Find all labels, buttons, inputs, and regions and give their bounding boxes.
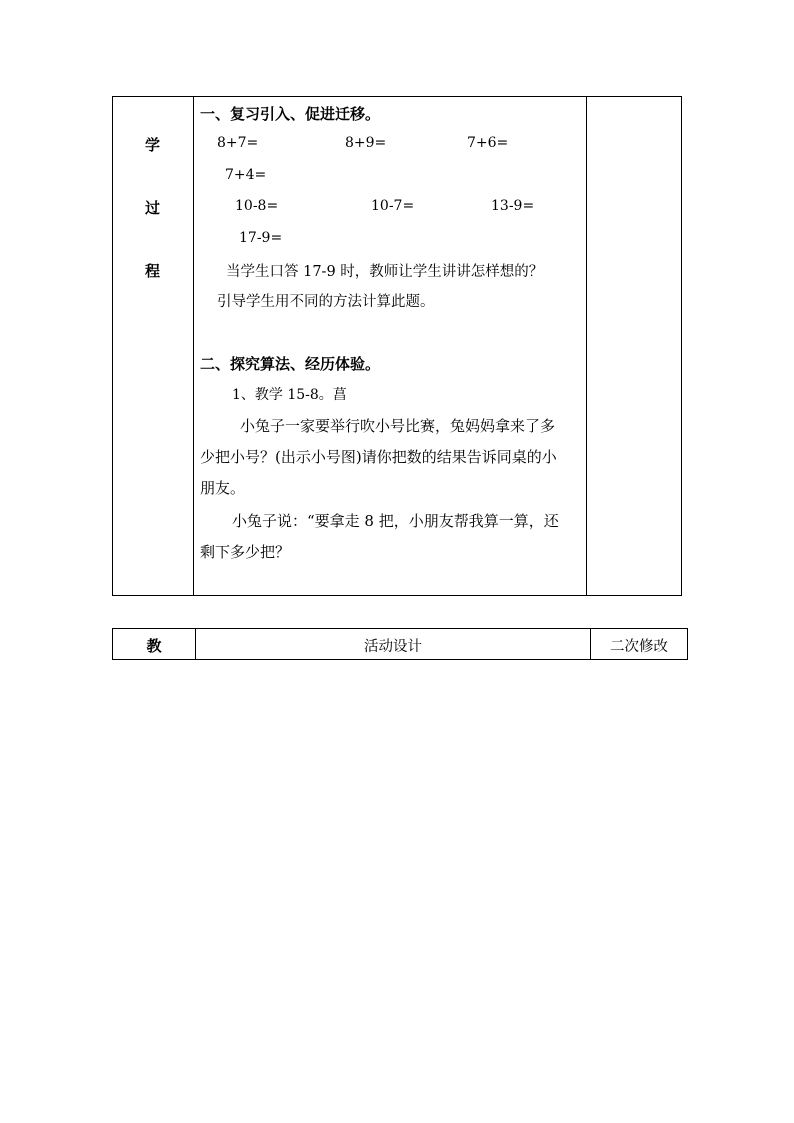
table1-bottom-border <box>112 595 682 596</box>
list-item: 1、教学 15-8。菖 <box>232 387 347 403</box>
paragraph: 引导学生用不同的方法计算此题。 <box>217 294 435 310</box>
section2-heading: 二、探究算法、经历体验。 <box>200 355 381 373</box>
table1-divider-1 <box>193 96 194 596</box>
equation: 10-8= <box>235 198 279 214</box>
equation: 17-9= <box>239 230 283 246</box>
paragraph-line: 少把小号？(出示小号图)请你把数的结果告诉同桌的小 <box>200 448 557 466</box>
paragraph-line: 剩下多少把？ <box>200 543 291 561</box>
paragraph-line: 朋友。 <box>200 479 246 497</box>
equation: 13-9= <box>491 198 535 214</box>
equation: 10-7= <box>371 198 415 214</box>
paragraph-line: 小兔子说：“要拿走 8 把，小朋友帮我算一算，还 <box>232 512 559 530</box>
equation: 8+9= <box>345 135 387 151</box>
paragraph-line: 小兔子一家要举行吹小号比赛，兔妈妈拿来了多 <box>240 417 556 435</box>
table2-top-border <box>112 628 688 629</box>
table2-col3: 二次修改 <box>610 639 668 655</box>
equation: 7+4= <box>225 167 267 183</box>
table1-right-border <box>681 96 682 596</box>
left-label-2: 过 <box>145 199 161 217</box>
paragraph: 当学生口答 17-9 时，教师让学生讲讲怎样想的？ <box>226 264 544 280</box>
section1-heading: 一、复习引入、促进迁移。 <box>200 105 381 123</box>
equation: 7+6= <box>467 135 509 151</box>
equation: 8+7= <box>217 135 259 151</box>
table1-left-border <box>112 96 113 596</box>
table2-col2: 活动设计 <box>364 639 422 655</box>
table1-top-border <box>112 96 682 97</box>
left-label-3: 程 <box>145 262 161 280</box>
table2-right-border <box>687 628 688 660</box>
table1-divider-2 <box>586 96 587 596</box>
table2-bottom-border <box>112 659 688 660</box>
table2-col1: 教 <box>146 637 162 655</box>
left-label-1: 学 <box>145 136 161 154</box>
